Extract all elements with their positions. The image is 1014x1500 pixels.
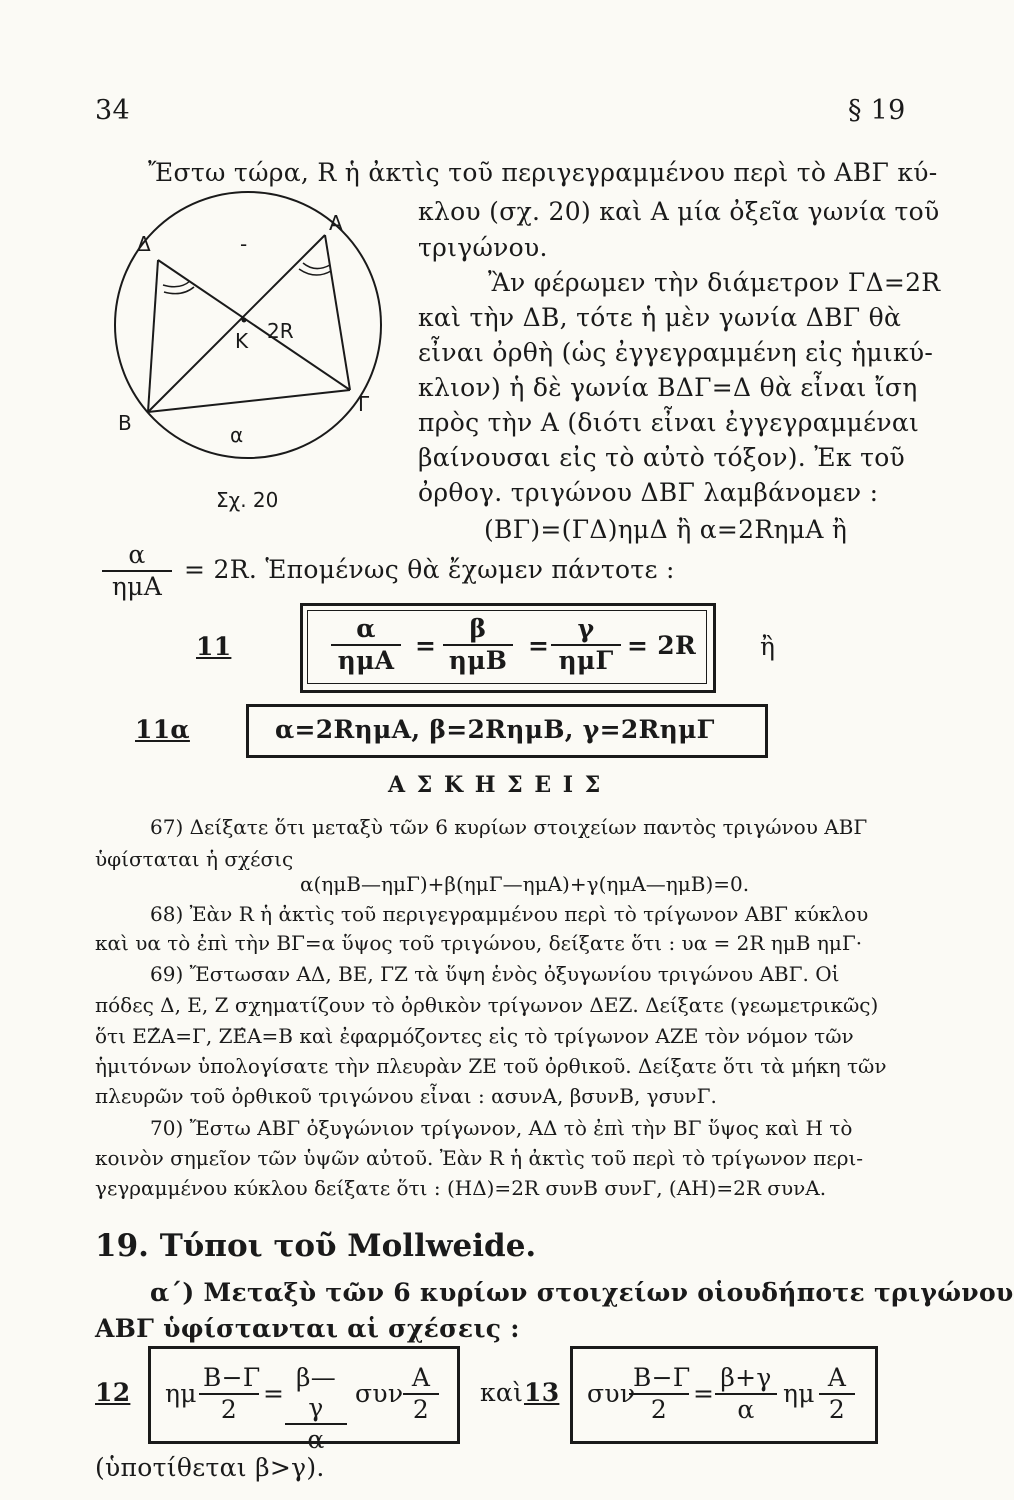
formula-number-11: 11	[196, 632, 232, 661]
fraction-a-sinA	[331, 614, 401, 676]
fraction-alpha-over-sinA	[102, 540, 172, 602]
denominator: ημΒ	[448, 646, 508, 675]
fraction-diff-over-a	[285, 1363, 347, 1455]
cos-prefix: συν	[587, 1379, 636, 1408]
fraction-numerator: α	[102, 540, 172, 572]
exercise-line: ἡμιτόνων ὑπολογίσατε τὴν πλευρὰν ΖΕ τοῦ ὀρθικοῦ. Δείξατε ὅτι τὰ μήκη τῶν	[95, 1054, 887, 1078]
formula-13-box	[570, 1346, 878, 1444]
numerator: Α	[819, 1363, 855, 1395]
intro-line: Ἔστω τώρα, R ἡ ἀκτὶς τοῦ περιγεγραμμένου περὶ τὸ ΑΒΓ κύ-	[148, 158, 938, 187]
intro-line: τριγώνου.	[418, 233, 548, 262]
intro-line: (ΒΓ)=(ΓΔ)ημΔ ἢ α=2RημΑ ἢ	[484, 515, 848, 544]
label-d: Δ	[137, 232, 151, 256]
equals-sign: =	[263, 1379, 285, 1408]
formula-11a-text: α=2RημΑ, β=2RημΒ, γ=2RημΓ	[275, 715, 715, 744]
exercise-line: 68) Ἐὰν R ἡ ἀκτὶς τοῦ περιγεγραμμένου περὶ τὸ τρίγωνον ΑΒΓ κύκλου	[150, 902, 869, 926]
denominator: α	[737, 1395, 755, 1424]
label-k: Κ	[235, 329, 249, 353]
section-marker: § 19	[848, 95, 906, 126]
formula-12-box	[148, 1346, 460, 1454]
numerator: β—γ	[285, 1363, 347, 1425]
equals-sign: =	[528, 631, 550, 660]
numerator: α	[331, 614, 401, 646]
label-alpha: α	[230, 423, 244, 447]
side-db	[148, 260, 158, 412]
angle-arc-a	[303, 263, 330, 269]
section-subtitle: ΑΒΓ ὑφίστανται αἱ σχέσεις :	[95, 1314, 520, 1343]
numerator: Β−Γ	[629, 1363, 689, 1395]
formula-11a-box	[246, 704, 768, 758]
numerator: Α	[403, 1363, 439, 1395]
side-bg	[148, 390, 350, 412]
numerator: β	[443, 614, 513, 646]
center-point	[242, 318, 247, 323]
figure-20-diagram	[110, 205, 410, 475]
fraction-c-sinC	[551, 614, 621, 676]
side-ag	[325, 235, 350, 390]
denominator: ημΓ	[558, 646, 614, 675]
side-ab	[148, 235, 325, 412]
numerator: Β−Γ	[199, 1363, 259, 1395]
label-a: Α	[329, 211, 343, 235]
fraction-b-minus-g-over-2	[199, 1363, 259, 1425]
footnote-assumption: (ὑποτίθεται β>γ).	[95, 1453, 325, 1482]
exercise-line: 67) Δείξατε ὅτι μεταξὺ τῶν 6 κυρίων στοιχείων παντὸς τριγώνου ΑΒΓ	[150, 815, 868, 839]
angle-arc-d	[163, 281, 190, 287]
fraction-a-over-2	[819, 1363, 855, 1425]
label-2r: 2R	[267, 319, 294, 343]
exercise-line: πόδες Δ, Ε, Ζ σχηματίζουν τὸ ὀρθικὸν τρίγωνον ΔΕΖ. Δείξατε (γεωμετρικῶς)	[95, 993, 879, 1017]
label-g: Γ	[358, 392, 370, 416]
section-title: 19. Τύποι τοῦ Mollweide.	[95, 1228, 537, 1264]
page-number: 34	[95, 95, 130, 126]
fraction-b-sinB	[443, 614, 513, 676]
intro-line: Ἂν φέρωμεν τὴν διάμετρον ΓΔ=2R	[488, 268, 941, 297]
intro-line: κλιον) ἡ δὲ γωνία ΒΔΓ=Δ θὰ εἶναι ἴση	[418, 373, 918, 402]
exercise-line: ὅτι ΕΖ̂Α=Γ, ΖΕ̂Α=Β καὶ ἐφαρμόζοντες εἰς τὸ τρίγωνον ΑΖΕ τὸν νόμον τῶν	[95, 1024, 854, 1048]
equals-sign: =	[693, 1379, 715, 1408]
formula-rhs: = 2R	[627, 631, 697, 660]
exercise-line: α(ημΒ—ημΓ)+β(ημΓ—ημΑ)+γ(ημΑ—ημΒ)=0.	[300, 872, 750, 896]
cos-word: συν	[355, 1379, 404, 1408]
figure-caption: Σχ. 20	[216, 488, 279, 512]
fraction-sum-over-a	[715, 1363, 777, 1425]
exercise-line: καὶ υα τὸ ἐπὶ τὴν ΒΓ=α ὕψος τοῦ τριγώνου, δείξατε ὅτι : υα = 2R ημΒ ημΓ·	[95, 931, 863, 955]
exercise-line: 69) Ἔστωσαν ΑΔ, ΒΕ, ΓΖ τὰ ὕψη ἑνὸς ὀξυγωνίου τριγώνου ΑΒΓ. Οἱ	[150, 962, 840, 986]
angle-arc-d2	[164, 287, 194, 294]
exercise-line: ὑφίσταται ἡ σχέσις	[95, 847, 294, 871]
label-b: Β	[118, 411, 132, 435]
angle-arc-a2	[299, 269, 331, 275]
or-word: ἢ	[760, 632, 776, 661]
formula-number-11a: 11α	[135, 715, 190, 744]
formula-number-13: 13	[524, 1378, 560, 1407]
intro-line: εἶναι ὀρθὴ (ὡς ἐγγεγραμμένη εἰς ἡμικύ-	[418, 338, 934, 367]
denominator: 2	[220, 1395, 238, 1424]
exercise-line: γεγραμμένου κύκλου δείξατε ὅτι : (ΗΔ)=2R συνΒ συνΓ, (ΑΗ)=2R συνΑ.	[95, 1176, 827, 1200]
section-subtitle: α΄) Μεταξὺ τῶν 6 κυρίων στοιχείων οἱουδήποτε τριγώνου	[150, 1278, 1014, 1307]
equals-sign: =	[415, 631, 437, 660]
sin-word: ημ	[783, 1379, 815, 1408]
intro-line: καὶ τὴν ΔΒ, τότε ἡ μὲν γωνία ΔΒΓ θὰ	[418, 303, 902, 332]
label-dash: -	[240, 232, 248, 256]
intro-line: βαίνουσαι εἰς τὸ αὐτὸ τόξον). Ἐκ τοῦ	[418, 443, 906, 472]
diameter-gd	[158, 260, 350, 390]
numerator: β+γ	[715, 1363, 777, 1395]
fraction-a-over-2	[403, 1363, 439, 1425]
intro-line: πρὸς τὴν Α (διότι εἶναι ἐγγεγραμμέναι	[418, 408, 920, 437]
exercise-line: 70) Ἔστω ΑΒΓ ὀξυγώνιον τρίγωνον, ΑΔ τὸ ἐπὶ τὴν ΒΓ ὕψος καὶ Η τὸ	[150, 1116, 853, 1140]
fraction-denominator: ημΑ	[111, 572, 163, 601]
and-word: καὶ	[480, 1378, 524, 1407]
denominator: 2	[650, 1395, 668, 1424]
denominator: 2	[828, 1395, 846, 1424]
intro-line: ὀρθογ. τριγώνου ΔΒΓ λαμβάνομεν :	[418, 478, 879, 507]
formula-number-12: 12	[95, 1378, 131, 1407]
exercise-line: κοινὸν σημεῖον τῶν ὑψῶν αὐτοῦ. Ἐὰν R ἡ ἀκτὶς τοῦ περὶ τὸ τρίγωνον περι-	[95, 1146, 864, 1170]
result-text: = 2R. Ἑπομένως θὰ ἔχωμεν πάντοτε :	[184, 555, 675, 584]
denominator: α	[307, 1425, 325, 1454]
denominator: 2	[412, 1395, 430, 1424]
fraction-b-minus-g-over-2	[629, 1363, 689, 1425]
exercises-heading: Α Σ Κ Η Σ Ε Ι Σ	[388, 772, 603, 798]
intro-line: κλου (σχ. 20) καὶ Α μία ὀξεῖα γωνία τοῦ	[418, 197, 940, 226]
formula-11-box	[300, 603, 716, 693]
denominator: ημΑ	[337, 646, 395, 675]
sin-prefix: ημ	[165, 1379, 197, 1408]
numerator: γ	[551, 614, 621, 646]
exercise-line: πλευρῶν τοῦ ὀρθικοῦ τριγώνου εἶναι : ασυνΑ, βσυνΒ, γσυνΓ.	[95, 1084, 717, 1108]
